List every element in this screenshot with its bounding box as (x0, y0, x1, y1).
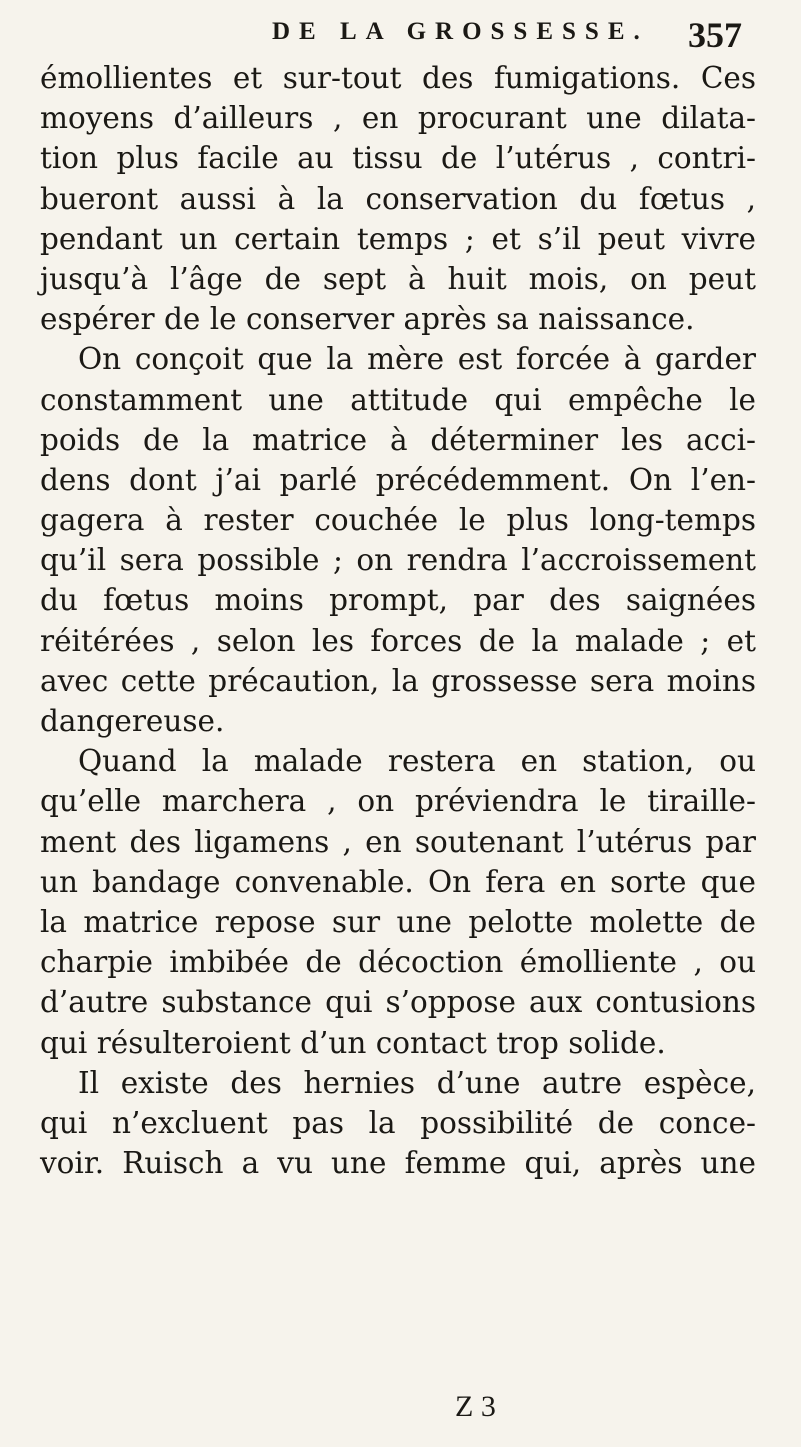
text-line: ment des ligamens , en soutenant l’utérus par (40, 824, 756, 859)
text-line: espérer de le conserver après sa naissance. (40, 302, 695, 337)
running-head: DE LA GROSSESSE. (272, 18, 649, 45)
body-text (40, 58, 756, 1183)
text-line: réitérées , selon les forces de la malade ; et (40, 623, 756, 658)
page-number: 357 (688, 15, 742, 55)
text-line: voir. Ruisch a vu une femme qui, après une (40, 1146, 756, 1181)
paragraph-start-line: On conçoit que la mère est forcée à garder (78, 342, 756, 377)
text-line: moyens d’ailleurs , en procurant une dilata- (40, 101, 756, 136)
text-line: d’autre substance qui s’oppose aux contusions (40, 985, 756, 1020)
text-line: tion plus facile au tissu de l’utérus , contri- (40, 141, 756, 176)
paragraph-start-line: Il existe des hernies d’une autre espèce, (78, 1065, 756, 1100)
text-line: jusqu’à l’âge de sept à huit mois, on peut (40, 261, 756, 296)
text-line: du fœtus moins prompt, par des saignées (40, 583, 756, 618)
text-line: charpie imbibée de décoction émolliente , ou (40, 945, 756, 980)
text-line: qu’elle marchera , on préviendra le tiraille- (40, 784, 756, 819)
text-line: un bandage convenable. On fera en sorte que (40, 864, 756, 899)
paragraph-start-line: Quand la malade restera en station, ou (78, 744, 756, 779)
text-line: qui n’excluent pas la possibilité de conce- (40, 1105, 756, 1140)
text-line: poids de la matrice à déterminer les acci- (40, 422, 756, 457)
text-line: qu’il sera possible ; on rendra l’accroissement (40, 543, 756, 578)
signature-mark: Z 3 (455, 1390, 496, 1423)
text-line: constamment une attitude qui empêche le (40, 382, 756, 417)
page-header (272, 14, 742, 58)
text-line: bueront aussi à la conservation du fœtus , (40, 181, 756, 216)
text-line: émollientes et sur-tout des fumigations. Ces (40, 61, 756, 95)
text-line: dangereuse. (40, 704, 225, 738)
text-line: gagera à rester couchée le plus long-temps (40, 503, 756, 538)
text-line: dens dont j’ai parlé précédemment. On l’en- (40, 462, 756, 497)
text-line: pendant un certain temps ; et s’il peut vivre (40, 221, 756, 256)
text-line: avec cette précaution, la grossesse sera moins (40, 663, 756, 698)
text-line: la matrice repose sur une pelotte molette de (40, 904, 756, 939)
text-line: qui résulteroient d’un contact trop solide. (40, 1025, 666, 1060)
